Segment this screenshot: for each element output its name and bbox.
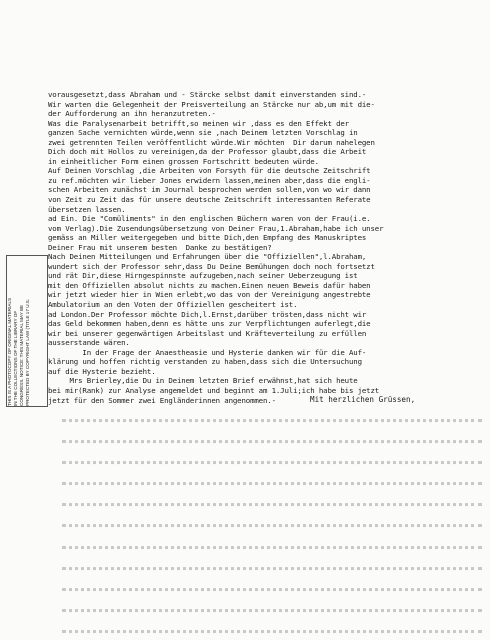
bleed-through-line xyxy=(62,609,482,622)
bleed-through-line xyxy=(62,546,482,559)
bleed-through-line xyxy=(62,630,482,640)
bleed-through-line xyxy=(62,567,482,580)
stamp-line: IN THE COLLECTIONS OF THE LIBRARY OF xyxy=(13,310,18,406)
letter-line: ad Ein. Die "Comüliments" in den englischen Büchern waren von der Frau(i.e. xyxy=(48,214,371,224)
bleed-through-line xyxy=(62,482,482,495)
letter-line: Mrs Brierley,die Du in Deinem letzten Brief erwähnst,hat sich heute xyxy=(48,376,358,386)
letter-line: das Geld bekommen haben,denn es hätte uns zur Verpflichtungen auferlegt,die xyxy=(48,319,371,329)
letter-line: wir bei unserer gegenwärtigen Arbeitslast und Kräfteverteilung zu erfüllen xyxy=(48,328,367,338)
bleed-through-line xyxy=(62,461,482,474)
letter-line: vom Verlag).Die Zusendungsübersetzung von Deiner Frau,1.Abraham,habe ich unser xyxy=(48,223,384,233)
letter-line: Ambulatorium an den Voten der Offiziellen gescheitert ist. xyxy=(48,300,298,310)
bleed-through-line xyxy=(62,525,482,538)
letter-line: ganzen Sache vernichten würde,wenn sie ,nach Deinem letzten Vorschlag in xyxy=(48,128,358,138)
letter-line: bei mir(Rank) zur Analyse angemeldet und beginnt am 1.Juli;ich habe bis jetzt xyxy=(48,385,380,395)
library-copyright-stamp xyxy=(6,255,48,407)
letter-body xyxy=(48,90,488,405)
bleed-through-line xyxy=(62,419,482,432)
letter-line: wundert sich der Professor sehr,dass Du Deine Bemühungen doch noch fortsetzt xyxy=(48,261,375,271)
bleed-through-line xyxy=(62,440,482,453)
letter-line: gemäss an Miller weitergegeben und bitte Dich,den Empfang des Manuskriptes xyxy=(48,233,367,243)
letter-line: Dich doch mit Hollos zu vereinigen,da der Professor glaubt,dass die Arbeit xyxy=(48,147,367,157)
bleed-through-line xyxy=(62,588,482,601)
closing-greeting: Mit herzlichen Grüssen, xyxy=(310,395,416,404)
letter-line: ausserstande wären. xyxy=(48,338,130,348)
letter-line: vorausgesetzt,dass Abraham und - Stärcke selbst damit einverstanden sind.- xyxy=(48,90,367,99)
bleed-through-line xyxy=(62,503,482,516)
letter-line: Wir warten die Gelegenheit der Preisverteilung an Stärcke nur ab,um mit die- xyxy=(48,99,375,109)
letter-line: mit den Offiziellen absolut nichts zu machen.Einen neuen Beweis dafür haben xyxy=(48,280,371,290)
letter-line: zwei getrennten Teilen veröffentlicht würde.Wir möchten Dir darum nahelegen xyxy=(48,137,375,147)
letter-line: auf die Hysterie bezieht. xyxy=(48,366,156,376)
letter-line: Was die Paralysenarbeit betrifft,so meinen wir ,dass es den Effekt der xyxy=(48,118,349,128)
letter-line: In der Frage der Anaestheasie und Hysterie danken wir für die Auf- xyxy=(48,347,367,357)
letter-line: ad London.Der Professor möchte Dich,l.Ernst,darüber trösten,dass nicht wir xyxy=(48,309,367,319)
letter-line: zu ref.möchten wir lieber Jones erwidern lassen,meinen aber,dass die engli- xyxy=(48,175,371,185)
stamp-line: PROTECTED BY COPYRIGHT LAW (TITLE 17 U.S. xyxy=(25,298,30,406)
letter-line: jetzt für den Sommer zwei Engländerinnen angenommen.- xyxy=(48,395,276,405)
letter-line: Nach Deinen Mitteilungen und Erfahrungen über die "Offiziellen",l.Abraham, xyxy=(48,252,367,262)
stamp-line: CONGRESS. NOTICE: THIS MATERIAL MAY BE xyxy=(19,304,24,406)
bleed-through-reverse-side xyxy=(62,410,482,640)
letter-line: Auf Deinen Vorschlag ,die Arbeiten von Forsyth für die deutsche Zeitschrift xyxy=(48,166,371,176)
letter-line: klärung und hoffen richtig verstanden zu haben,dass sich die Untersuchung xyxy=(48,357,362,367)
letter-line: wir jetzt wieder hier in Wien erlebt,wo das von der Vereinigung angestrebte xyxy=(48,290,371,300)
letter-line: in einheitlicher Form einen grossen Fortschritt bedeuten würde. xyxy=(48,156,319,166)
letter-line: Deiner Frau mit unserem besten Danke zu bestätigen? xyxy=(48,242,272,252)
letter-line: von Zeit zu Zeit das für unsere deutsche Zeitschrift interessanten Referate xyxy=(48,195,371,205)
letter-line: schen Arbeiten zunächst im Journal besprochen werden sollen,von wo wir dann xyxy=(48,185,371,195)
letter-line: der Aufforderung an ihn heranzutreten.- xyxy=(48,109,216,119)
stamp-line: THIS IS A PHOTOCOPY OF ORIGINAL MATERIALS xyxy=(7,297,12,406)
letter-line: und rät Dir,diese Hirngespinnste aufzugeben,nach seiner Ueberzeugung ist xyxy=(48,271,358,281)
letter-line: übersetzen lassen. xyxy=(48,204,126,214)
